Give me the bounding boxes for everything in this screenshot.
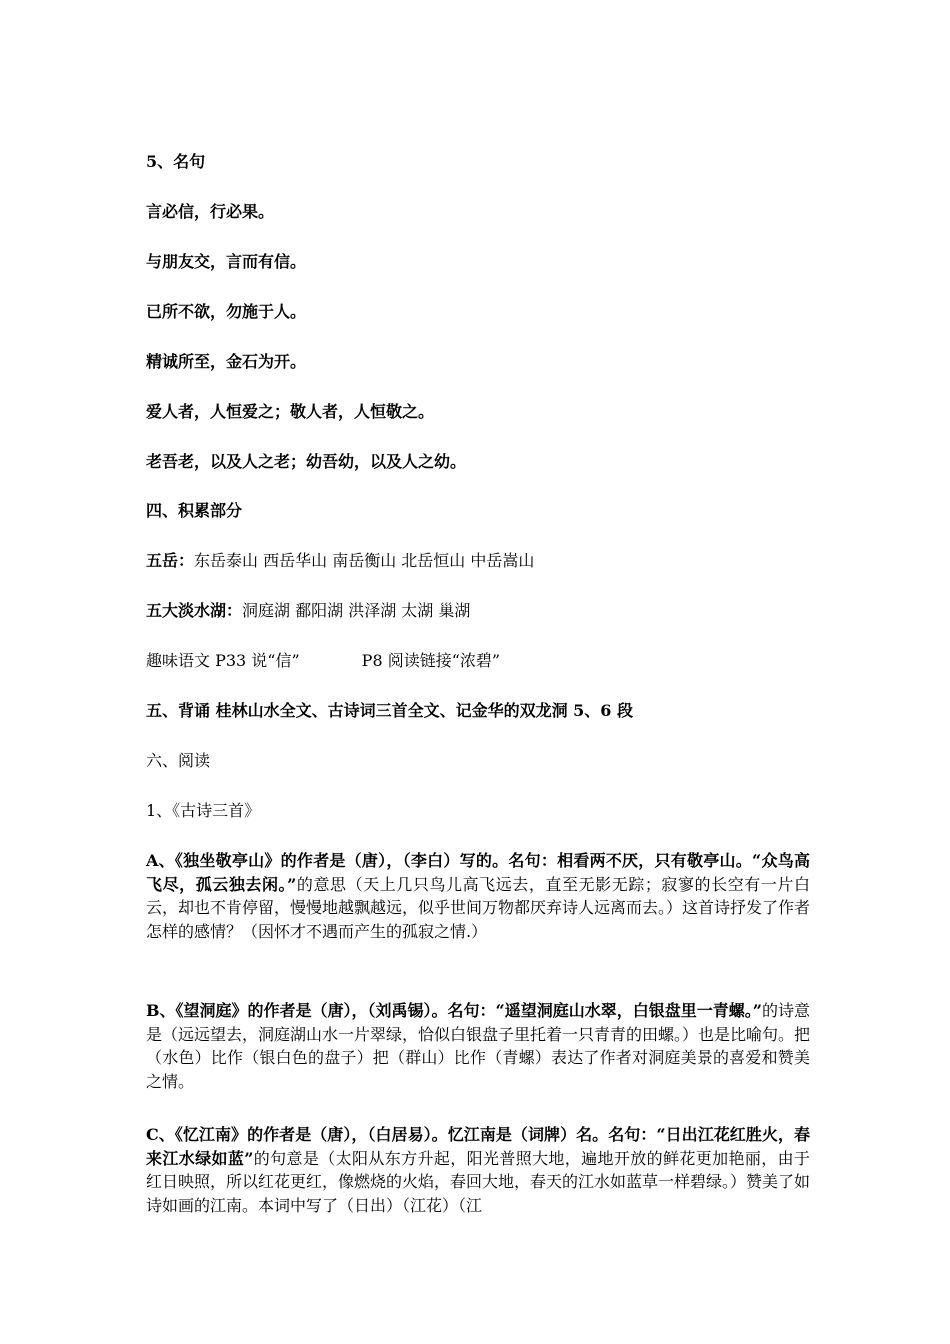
poem-a-bold-1: A、《独坐敬亭山》的作者是（唐），（李白）写的。名句：相看两不厌，只有敬亭山。 [146,851,753,870]
lakes-text: 洞庭湖 鄱阳湖 洪泽湖 太湖 巢湖 [242,601,471,620]
section-heading-recite: 五、背诵 桂林山水全文、古诗词三首全文、记金华的双龙洞 5、6 段 [146,701,633,720]
section-heading-reading: 六、阅读 [146,751,211,770]
poem-b-text: 的诗意是（远远望去，洞庭湖山水一片翠绿，恰似白银盘子里托着一只青青的田螺。）也是比喻句。把（水色）比作（银白色的盘子）把（群山）比作（青螺）表达了作者对洞庭美景的喜爱和赞美之情。 [146,1001,811,1091]
fun-chinese-line [146,651,500,671]
poem-a-bold-2: “众鸟高飞尽，孤云独去闲。” [146,851,810,894]
poem-b-paragraph [146,999,810,1093]
lakes-label: 五大淡水湖： [146,601,243,620]
poem-c-text: 的句意是（太阳从东方升起，阳光普照大地，遍地开放的鲜花更加艳丽，由于红日映照，所以红花更红，像燃烧的火焰，春回大地，春天的江水如蓝草一样碧绿。）赞美了如诗如画的江南。本词中写了（日出）（江花）（江 [146,1148,811,1215]
poem-c-paragraph [146,1123,810,1217]
poem-a-paragraph [146,849,810,943]
wuyue-label: 五岳： [146,551,195,570]
famous-sentence-3: 已所不欲，勿施于人。 [146,302,307,321]
lakes-line [146,601,470,621]
poem-c-bold: C、《忆江南》的作者是（唐），（白居易）。忆江南是（词牌）名。名句：“日出江花红胜火，春来江水绿如蓝” [146,1125,810,1168]
fun-chinese-b: P8 阅读链接“浓碧” [361,651,501,670]
poem-b-bold: B、《望洞庭》的作者是（唐），（刘禹锡）。名句：“遥望洞庭山水翠，白银盘里一青螺。” [146,1001,762,1020]
section-heading-accumulation: 四、积累部分 [146,501,243,520]
reading-sub-heading: 1、《古诗三首》 [146,801,261,820]
wuyue-text: 东岳泰山 西岳华山 南岳衡山 北岳恒山 中岳嵩山 [194,551,535,570]
poem-a-text: 的意思（天上几只鸟儿高飞远去，直至无影无踪；寂寥的长空有一片白云，却也不肯停留，慢慢地越飘越远，似乎世间万物都厌弃诗人远离而去。）这首诗抒发了作者怎样的感情？（因怀才不遇而产生的孤寂之情.） [146,874,811,941]
famous-sentence-5: 爱人者，人恒爱之；敬人者，人恒敬之。 [146,402,435,421]
famous-sentence-1: 言必信，行必果。 [146,202,275,221]
famous-sentence-2: 与朋友交，言而有信。 [146,252,307,271]
famous-sentence-6: 老吾老，以及人之老；幼吾幼，以及人之幼。 [146,452,467,471]
section-heading-famous-sentences: 5、名句 [146,152,206,171]
wuyue-line [146,551,534,571]
famous-sentence-4: 精诚所至，金石为开。 [146,352,307,371]
fun-chinese-a: 趣味语文 P33 说“信” [146,651,300,670]
